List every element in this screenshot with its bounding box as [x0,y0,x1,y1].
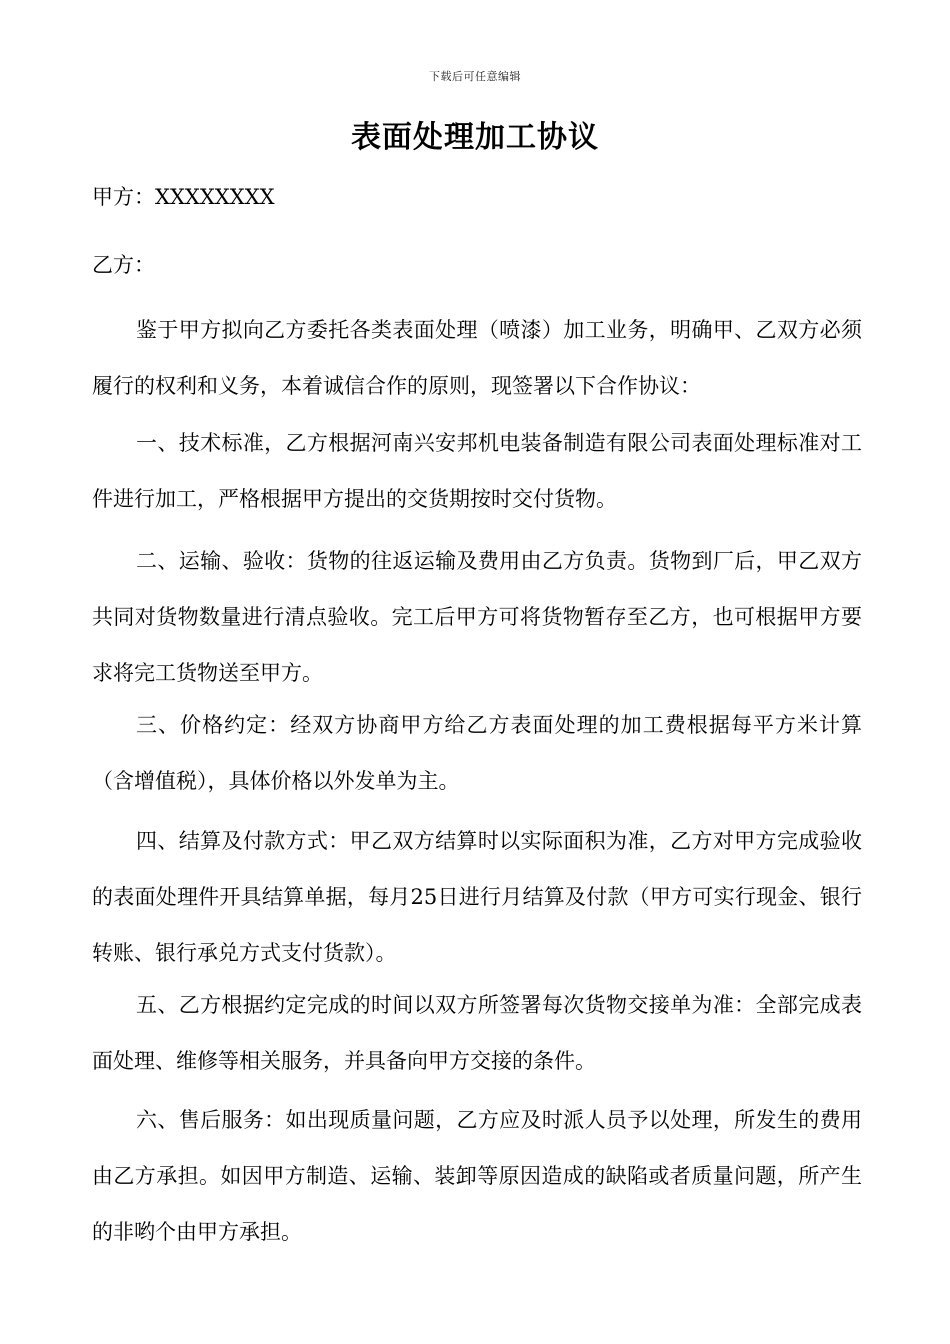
clause-2-paragraph: 二、运输、验收：货物的往返运输及费用由乙方负责。货物到厂后，甲乙双方共同对货物数量进行清点验收。完工后甲方可将货物暂存至乙方，也可根据甲方要求将完工货物送至甲方。 [92,549,862,685]
clause-4-paragraph: 四、结算及付款方式：甲乙双方结算时以实际面积为准，乙方对甲方完成验收的表面处理件开具结算单据，每月25日进行月结算及付款（甲方可实行现金、银行转账、银行承兑方式支付货款）。 [92,829,862,965]
party-a-line: 甲方：XXXXXXXX [92,185,275,209]
party-b-line: 乙方： [92,253,155,277]
intro-paragraph: 鉴于甲方拟向乙方委托各类表面处理（喷漆）加工业务，明确甲、乙双方必须履行的权利和义务，本着诚信合作的原则，现签署以下合作协议： [92,318,862,398]
clause-1-paragraph: 一、技术标准，乙方根据河南兴安邦机电装备制造有限公司表面处理标准对工件进行加工，严格根据甲方提出的交货期按时交付货物。 [92,431,862,511]
header-note: 下载后可任意编辑 [429,70,521,83]
clause-6-paragraph: 六、售后服务：如出现质量问题，乙方应及时派人员予以处理，所发生的费用由乙方承担。如因甲方制造、运输、装卸等原因造成的缺陷或者质量问题，所产生的非哟个由甲方承担。 [92,1108,862,1244]
clause-5-paragraph: 五、乙方根据约定完成的时间以双方所签署每次货物交接单为准：全部完成表面处理、维修等相关服务，并具备向甲方交接的条件。 [92,993,862,1073]
clause-3-paragraph: 三、价格约定：经双方协商甲方给乙方表面处理的加工费根据每平方米计算（含增值税），具体价格以外发单为主。 [92,713,862,793]
document-title: 表面处理加工协议 [351,120,599,155]
